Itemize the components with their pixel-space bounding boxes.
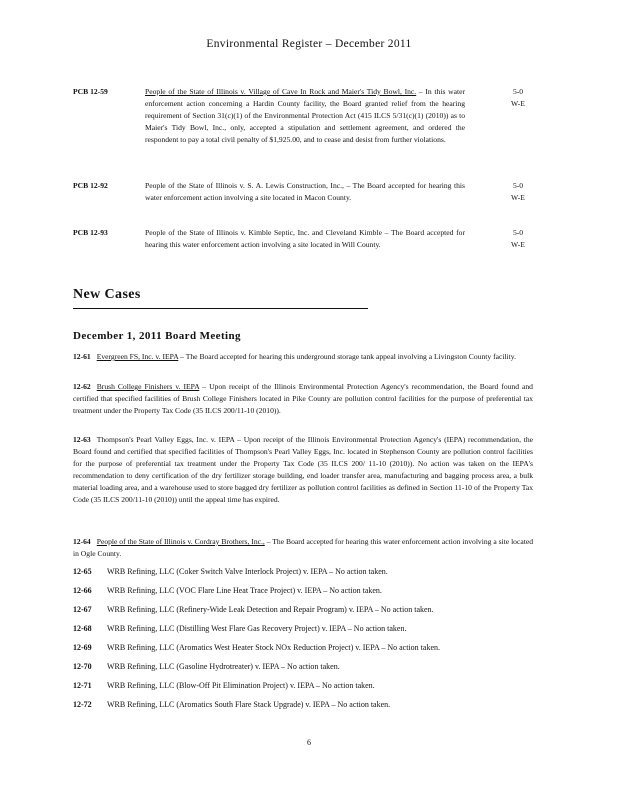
entry-text: WRB Refining, LLC (Aromatics South Flare Stack Upgrade) v. IEPA – No action taken. (107, 700, 391, 709)
entry-number: 12-61 (73, 352, 91, 361)
case-entry (73, 381, 533, 417)
entry-title-link[interactable]: People of the State of Illinois v. Cordray Brothers, Inc., (96, 537, 265, 546)
vote-count: 5-0 (512, 228, 524, 237)
entry-number: 12-72 (73, 700, 92, 709)
page-header: Environmental Register – December 2011 (206, 38, 412, 50)
list-item (73, 585, 533, 597)
entry-text: – The Board accepted for hearing this water enforcement action involving a site located in Ogle County. (73, 537, 533, 558)
case-entry (73, 434, 533, 506)
case-vote (503, 180, 533, 204)
entry-number: 12-67 (73, 605, 92, 614)
list-item (73, 604, 533, 616)
vote-note: W-E (511, 240, 525, 249)
case-number: PCB 12-92 (73, 181, 108, 190)
case-description (145, 227, 465, 251)
section-divider (73, 308, 368, 309)
section-title: New Cases (73, 287, 141, 302)
entry-text: WRB Refining, LLC (Coker Switch Valve Interlock Project) v. IEPA – No action taken. (107, 567, 388, 576)
entry-number: 12-71 (73, 681, 92, 690)
vote-count: 5-0 (512, 181, 524, 190)
entry-number: 12-64 (73, 537, 91, 546)
entry-number: 12-63 (73, 435, 91, 444)
vote-note: W-E (511, 99, 525, 108)
case-text: People of the State of Illinois v. Kimble Septic, Inc. and Cleveland Kimble – The Board accepted for hearing this water enforcement action involving a site located in Will County. (145, 228, 465, 249)
entry-text: Thompson's Pearl Valley Eggs, Inc. v. IEPA – Upon receipt of the Illinois Environmental Protection Agency's (IEPA) recommendation, the Board found and certified that specified facilities of Thompson's Pearl Valley Eggs, Inc. located in Stephenson County are pollution control facilities for the purpose of preferential tax treatment under the Property Tax Code (35 ILCS 200/ 11-10 (2010)). No action was taken on the IEPA's recommendation to deny certification of the dry fertilizer storage building, end loader transfer area, manufacturing and bagging process area, a bulk material loading area, and a warehouse used to store bagged dry fertilizer as pollution control facilities as defined in Section 11-10 of the Property Tax Code (35 ILCS 200/11-10 (2010)) until the appeal time has expired. (73, 435, 533, 504)
case-description (145, 180, 465, 204)
entry-number: 12-65 (73, 567, 92, 576)
case-text: People of the State of Illinois v. S. A. Lewis Construction, Inc., – The Board accepted for hearing this water enforcement action involving a site located in Macon County. (145, 181, 465, 202)
case-vote (503, 227, 533, 251)
entry-number: 12-68 (73, 624, 92, 633)
case-entry (73, 351, 533, 363)
entry-number: 12-70 (73, 662, 92, 671)
case-text: – In this water enforcement action concerning a Hardin County facility, the Board granted relief from the hearing requirement of Section 31(c)(1) of the Environmental Protection Act (415 ILCS 5/31(c)(1) (2010)) as to Maier's Tidy Bowl, Inc., only, accepted a stipulation and settlement agreement, and ordered the respondent to pay a total civil penalty of $1,925.00, and to cease and desist from further violations. (145, 87, 465, 144)
case-number: PCB 12-93 (73, 228, 108, 237)
page-number: 6 (307, 738, 311, 747)
list-item (73, 566, 533, 578)
entry-number: 12-62 (73, 382, 91, 391)
entry-title-link[interactable]: Evergreen FS, Inc. v. IEPA (96, 352, 179, 361)
case-number: PCB 12-59 (73, 87, 108, 96)
entry-text: WRB Refining, LLC (Distilling West Flare Gas Recovery Project) v. IEPA – No action taken. (107, 624, 407, 633)
entry-text: WRB Refining, LLC (Refinery-Wide Leak Detection and Repair Program) v. IEPA – No action taken. (107, 605, 434, 614)
entry-text: – Upon receipt of the Illinois Environmental Protection Agency's recommendation, the Board found and certified that specified facilities of Brush College Finishers located in Pike County are pollution control facilities for the purpose of preferential tax treatment under the Property Tax Code (35 ILCS 200/11-10 (2010)). (73, 382, 533, 415)
entry-number: 12-69 (73, 643, 92, 652)
list-item (73, 699, 533, 711)
entry-number: 12-66 (73, 586, 92, 595)
list-item (73, 623, 533, 635)
entry-text: WRB Refining, LLC (Blow-Off Pit Elimination Project) v. IEPA – No action taken. (107, 681, 375, 690)
list-item (73, 661, 533, 673)
case-title-link[interactable]: People of the State of Illinois v. Village of Cave In Rock and Maier's Tidy Bowl, Inc. (145, 87, 417, 96)
list-item (73, 680, 533, 692)
entry-text: WRB Refining, LLC (Aromatics West Heater Stock NOx Reduction Project) v. IEPA – No action taken. (107, 643, 440, 652)
list-item (73, 642, 533, 654)
entry-title-link[interactable]: Brush College Finishers v. IEPA (96, 382, 200, 391)
entry-text: – The Board accepted for hearing this underground storage tank appeal involving a Livingston County facility. (178, 352, 516, 361)
vote-note: W-E (511, 193, 525, 202)
case-entry (73, 536, 533, 560)
entry-text: WRB Refining, LLC (Gasoline Hydrotreater) v. IEPA – No action taken. (107, 662, 340, 671)
meeting-title: December 1, 2011 Board Meeting (73, 330, 241, 342)
entry-text: WRB Refining, LLC (VOC Flare Line Heat Trace Project) v. IEPA – No action taken. (107, 586, 382, 595)
case-description (145, 86, 465, 146)
case-vote (503, 86, 533, 110)
vote-count: 5-0 (512, 87, 524, 96)
